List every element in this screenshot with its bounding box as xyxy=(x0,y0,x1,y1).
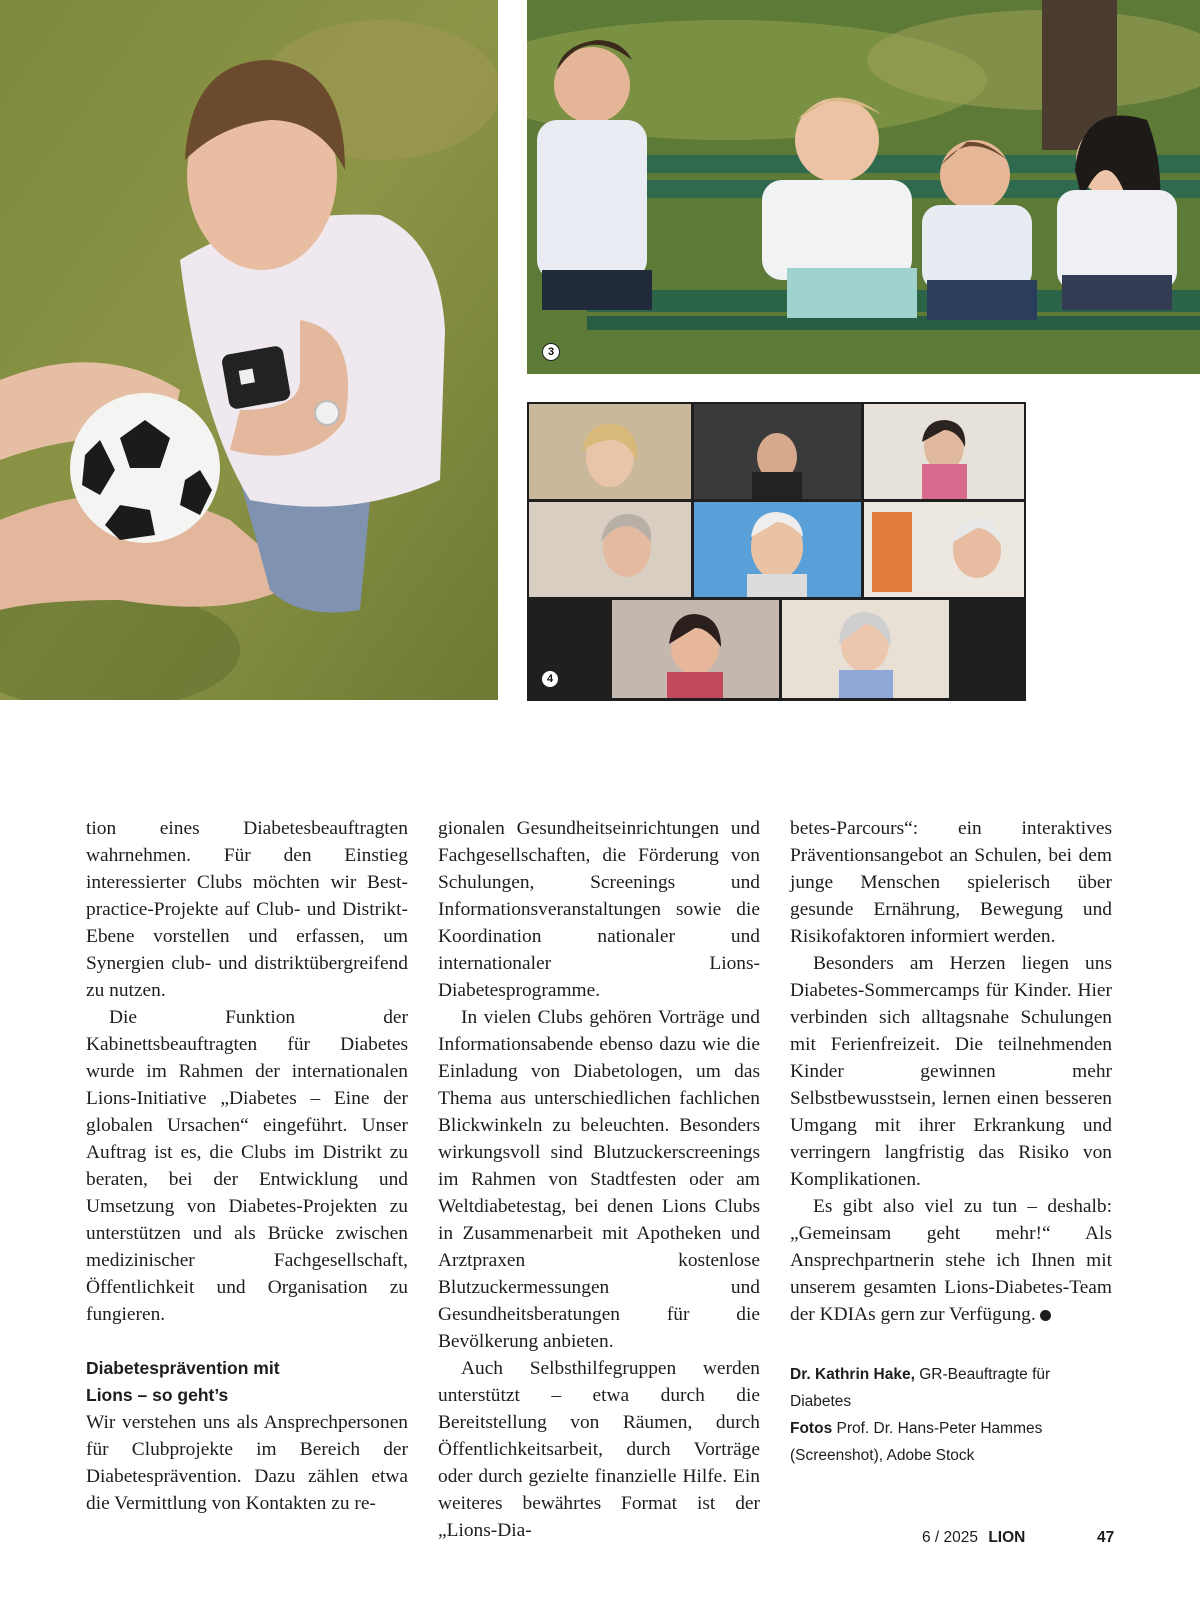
section-heading-line-1: Diabetesprävention mit xyxy=(86,1358,280,1378)
paragraph: Besonders am Herzen liegen uns Diabetes-Sommercamps für Kinder. Hier verbinden sich alltagsnahe Schulungen mit Ferienfreizeit. Die teilnehmenden Kinder gewinnen mehr Selbstbewusstsein, lernen einen besseren Umgang mit ihrer Erkrankung und verringern langfristig das Risiko von Komplikationen. xyxy=(790,953,1112,1190)
video-call-screenshot xyxy=(527,402,1026,701)
paragraph: Auch Selbsthilfegruppen werden unterstützt – etwa durch die Bereitstellung von Räumen, durch Öffentlichkeitsarbeit, durch Vorträge oder durch gezielte finanzielle Hilfe. Ein weiteres bewährtes Format ist der „Lions-Dia- xyxy=(438,1358,760,1541)
paragraph xyxy=(790,1193,1112,1328)
end-mark-icon xyxy=(1040,1310,1051,1321)
paragraph: Wir verstehen uns als Ansprechpersonen für Clubprojekte im Bereich der Diabetesprävention. Dazu zählen etwa die Vermittlung von Kontakten zu re- xyxy=(86,1412,408,1514)
paragraph: In vielen Clubs gehören Vorträge und Informationsabende ebenso dazu wie die Einladung von Diabetologen, um das Thema aus unterschiedlichen fachlichen Blickwinkeln zu beleuchten. Besonders wirkungsvoll sind Blutzuckerscreenings im Rahmen von Stadtfesten oder am Weltdiabetestag, bei denen Lions Clubs in Zusammenarbeit mit Apotheken und Arztpraxen kostenlose Blutzuckermessungen und Gesundheitsberatungen für die Bevölkerung anbieten. xyxy=(438,1007,760,1352)
section-heading-line-2: Lions – so geht’s xyxy=(86,1385,229,1405)
photo-credit-label: Fotos xyxy=(790,1420,833,1437)
bench-photo xyxy=(527,0,1200,374)
paragraph: gionalen Gesundheitseinrichtungen und Fachgesellschaften, die Förderung von Schulungen, Screenings und Informationsveranstaltungen sowie die Koordination nationaler und internationaler Lions-Diabetesprogramme. xyxy=(438,818,760,1001)
paragraph: betes-Parcours“: ein interaktives Präventionsangebot an Schulen, bei dem junge Menschen spielerisch über gesunde Ernährung, Bewegung und Risikofaktoren informiert werden. xyxy=(790,818,1112,947)
text-column-1 xyxy=(86,815,408,1517)
issue-number: 6 / 2025 xyxy=(922,1529,979,1546)
text-column-2 xyxy=(438,815,760,1544)
author-name: Dr. Kathrin Hake, xyxy=(790,1366,915,1383)
photo-credit xyxy=(790,1415,1110,1469)
magazine-name: LION xyxy=(988,1529,1026,1546)
author-credit xyxy=(790,1361,1110,1415)
photo-badge-4: 4 xyxy=(541,670,559,688)
author-role: GR-Beauftragte für Diabetes xyxy=(790,1366,1051,1410)
footer-issue-info xyxy=(922,1528,1025,1548)
closing-text: Es gibt also viel zu tun – deshalb: „Gemeinsam geht mehr!“ Als Ansprechpartnerin stehe ich Ihnen mit unserem gesamten Lions-Diabetes-Team der KDIAs gern zur Verfügung. xyxy=(790,1196,1112,1325)
section-heading xyxy=(86,1355,408,1409)
page-number: 47 xyxy=(1097,1529,1115,1546)
text-column-3 xyxy=(790,815,1112,1328)
boy-photo xyxy=(0,0,498,700)
article-credits xyxy=(790,1361,1110,1469)
paragraph: tion eines Diabetesbeauftragten wahrnehmen. Für den Einstieg interessierter Clubs möchten wir Best-practice-Projekte auf Club- und Distrikt-Ebene vorstellen und erfassen, um Synergien club- und distriktübergreifend zu nutzen. xyxy=(86,818,408,1001)
paragraph: Die Funktion der Kabinettsbeauftragten für Diabetes wurde im Rahmen der internationalen Lions-Initiative „Diabetes – Eine der globalen Ursachen“ eingeführt. Unser Auftrag ist es, die Clubs im Distrikt zu beraten, bei der Entwicklung und Umsetzung von Diabetes-Projekten zu unterstützen und als Brücke zwischen medizinischer Fachgesellschaft, Öffentlichkeit und Organisation zu fungieren. xyxy=(86,1007,408,1325)
photo-badge-3: 3 xyxy=(542,343,560,361)
photo-credit-text: Prof. Dr. Hans-Peter Hammes (Screenshot), Adobe Stock xyxy=(790,1420,1043,1464)
